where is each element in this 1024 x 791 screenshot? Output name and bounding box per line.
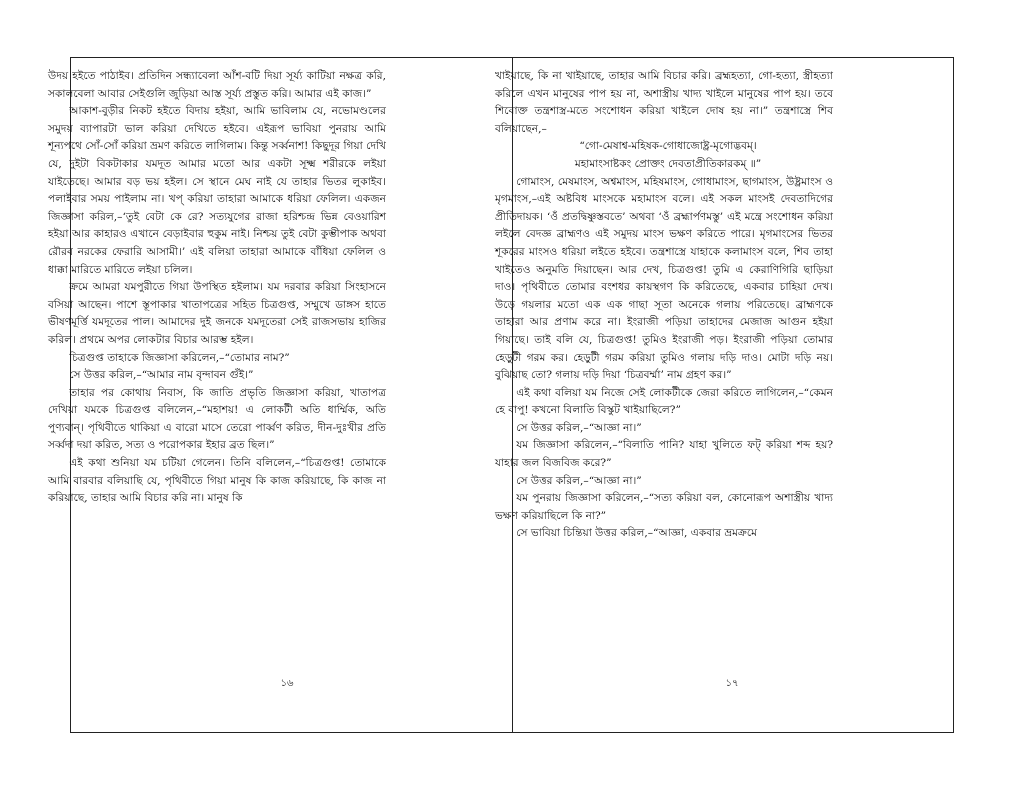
verse-line: মহামাংসাষ্টকং প্রোক্তং দেবতাপ্রীতিকারকম্‌ ॥”	[574, 157, 762, 170]
left-page-text	[48, 68, 386, 508]
paragraph: যম পুনরায় জিজ্ঞাসা করিলেন,–“সত্য করিয়া বল, কোনোরূপ অশাস্ত্রীয় খাদ্য ভক্ষণ করিয়াছিলে কি না?”	[495, 492, 833, 522]
paragraph: সে উত্তর করিল,–“আজ্ঞা না।”	[516, 474, 642, 487]
paragraph: আকাশ-বুড়ীর নিকট হইতে বিদায় হইয়া, আমি ভাবিলাম যে, নভোমণ্ডলের সমুদয় ব্যাপারটা ভাল করিয়া দেখিতে হইবে। এইরূপ ভাবিয়া পুনরায় আমি শূন্যপথে সোঁ-সোঁ করিয়া ভ্রমণ করিতে লাগিলাম। কিন্তু সর্ব্বনাশ! কিছুদূর গিয়া দেখি যে, দুইটা বিকটাকার যমদূত আমার মতো আর একটা সূক্ষ্ম শরীরকে লইয়া যাইতেছে। আমার বড় ভয় হইল। সে স্থানে মেঘ নাই যে তাহার ভিতর লুকাইব। পলাইবার সময় পাইলাম না। খপ্‌ করিয়া তাহারা আমাকে ধরিয়া ফেলিল। একজন জিজ্ঞাসা করিল,–‘তুই বেটা কে রে? সত্যযুগের রাজা হরিশ্চন্দ্র ভিন্ন বেওয়ারিশ হইয়া আর কাহারও এখানে বেড়াইবার হুকুম নাই। নিশ্চয় তুই বেটা কুম্ভীপাক অথবা রৌরব নরকের ফেরারি আসামী।’ এই বলিয়া তাহারা আমাকে বাঁধিয়া ফেলিল ও ধাক্কা মারিতে মারিতে লইয়া চলিল।	[48, 105, 386, 276]
paragraph: যম জিজ্ঞাসা করিলেন,–“বিলাতি পানি? যাহা খুলিতে ফট্‌ করিয়া শব্দ হয়? যাহার জল বিজবিজ করে?”	[495, 439, 833, 470]
paragraph: গোমাংস, মেষমাংস, অশ্বমাংস, মহিষমাংস, গোধামাংস, ছাগমাংস, উষ্ট্রমাংস ও মৃগমাংস,–এই অষ্টবিধ মাংসকে মহামাংস বলে। এই সকল মাংসই দেবতাদিগের প্রীতিদায়ক। ‘ওঁ প্রতদ্বিষ্ণুস্তবতে’ অথবা ‘ওঁ ব্রহ্মার্পণমস্তু’ এই মন্ত্রে সংশোধন করিয়া লইলে বেদজ্ঞ ব্রাহ্মণও এই সমুদয় মাংস ভক্ষণ করিতে পারে। মৃগমাংসের ভিতর শূকরের মাংসও ধরিয়া লইতে হইবে। তন্ত্রশাস্ত্রে যাহাকে কলামাংস বলে, শিব তাহা খাইতেও অনুমতি দিয়াছেন। আর দেখ, চিত্রগুপ্ত! তুমি এ কেরাণিগিরি ছাড়িয়া দাও। পৃথিবীতে তোমার বংশধর কায়স্থগণ কি করিতেছে, একবার চাহিয়া দেখ। উড়ে গয়লার মতো এক এক গাছা সূতা অনেকে গলায় পরিতেছে। ব্রাহ্মণকে তাহারা আর প্রণাম করে না। ইংরাজী পড়িয়া তাহাদের মেজাজ আগুন হইয়া গিয়াছে। তাই বলি যে, চিত্রগুপ্ত! তুমিও ইংরাজী পড়। ইংরাজী পড়িয়া তোমার হেড়ুটী গরম কর। হেড়ুটী গরম করিয়া তুমিও গলায় দড়ি দাও। মোটা দড়ি নয়। বুঝিয়াছ তো? গলায় দড়ি দিয়া ‘চিত্রবর্ম্মা’ নাম গ্রহণ কর।”	[495, 175, 833, 382]
page-number-right: ১৭	[725, 678, 739, 689]
right-page-text	[495, 68, 833, 543]
paragraph: সে উত্তর করিল,–“আজ্ঞা না।”	[516, 421, 642, 434]
paragraph: তাহার পর কোথায় নিবাস, কি জাতি প্রভৃতি জিজ্ঞাসা করিয়া, খাতাপত্র দেখিয়া যমকে চিত্রগুপ্ত বলিলেন,–“মহাশয়! এ লোকটী অতি ধার্ম্মিক, অতি পুণ্যবান্‌। পৃথিবীতে থাকিয়া এ বারো মাসে তেরো পার্ব্বণ করিত, দীন-দুঃখীর প্রতি সর্ব্বদা দয়া করিত, সত্য ও পরোপকার ইহার ব্রত ছিল।”	[48, 386, 386, 452]
paragraph: এই কথা শুনিয়া যম চটিয়া গেলেন। তিনি বলিলেন,–“চিত্রগুপ্ত! তোমাকে আমি বারবার বলিয়াছি যে, পৃথিবীতে গিয়া মানুষ কি কাজ করিয়াছে, কি কাজ না করিয়াছে, তাহার আমি বিচার করি না। মানুষ কি	[48, 457, 386, 505]
paragraph: সে ভাবিয়া চিন্তিয়া উত্তর করিল,–“আজ্ঞা, একবার ভ্রমক্রমে	[516, 527, 758, 540]
paragraph: সে উত্তর করিল,–“আমার নাম বৃন্দাবন গুঁই।”	[69, 369, 254, 382]
paragraph: উদয় হইতে পাঠাইব। প্রতিদিন সন্ধ্যাবেলা আঁশ-বটি দিয়া সূর্য্য কাটিয়া নক্ষত্র করি, সকালবেলা আবার সেইগুলি জুড়িয়া আস্ত সূর্য্য প্রস্তুত করি। আমার এই কাজ।”	[48, 70, 386, 100]
paragraph: ক্রমে আমরা যমপুরীতে গিয়া উপস্থিত হইলাম। যম দরবার করিয়া সিংহাসনে বসিয়া আছেন। পাশে স্তূপাকার খাতাপত্রের সহিত চিত্রগুপ্ত, সম্মুখে ডাঙ্গস হাতে ভীষণমূর্ত্তি যমদূতের পাল। আমাদের দুই জনকে যমদূতেরা সেই রাজসভায় হাজির করিল। প্রথমে অপর লোকটার বিচার আরম্ভ হইল।	[48, 281, 386, 346]
page-number-left: ১৬	[280, 678, 294, 689]
paragraph: খাইয়াছে, কি না খাইয়াছে, তাহার আমি বিচার করি। ব্রহ্মহত্যা, গো-হত্যা, স্ত্রীহত্যা করিলে এখন মানুষের পাপ হয় না, অশাস্ত্রীয় খাদ্য খাইলে মানুষের পাপ হয়। তবে শিবোক্ত তন্ত্রশাস্ত্র-মতে সংশোধন করিয়া খাইলে দোষ হয় না।” তন্ত্রশাস্ত্রে শিব বলিয়াছেন,–	[495, 70, 833, 135]
verse-line: “গো-মেষাশ্ব-মহিষক-গোধাজোষ্ট্র-মৃগোদ্ভবম্‌।	[579, 140, 757, 153]
paragraph: এই কথা বলিয়া যম নিজে সেই লোকটীকে জেরা করিতে লাগিলেন,–“কেমন হে বাপু! কখনো বিলাতি বিস্কুট খাইয়াছিলে?”	[495, 386, 833, 417]
paragraph: চিত্রগুপ্ত তাহাকে জিজ্ঞাসা করিলেন,–“তোমার নাম?”	[69, 351, 290, 364]
